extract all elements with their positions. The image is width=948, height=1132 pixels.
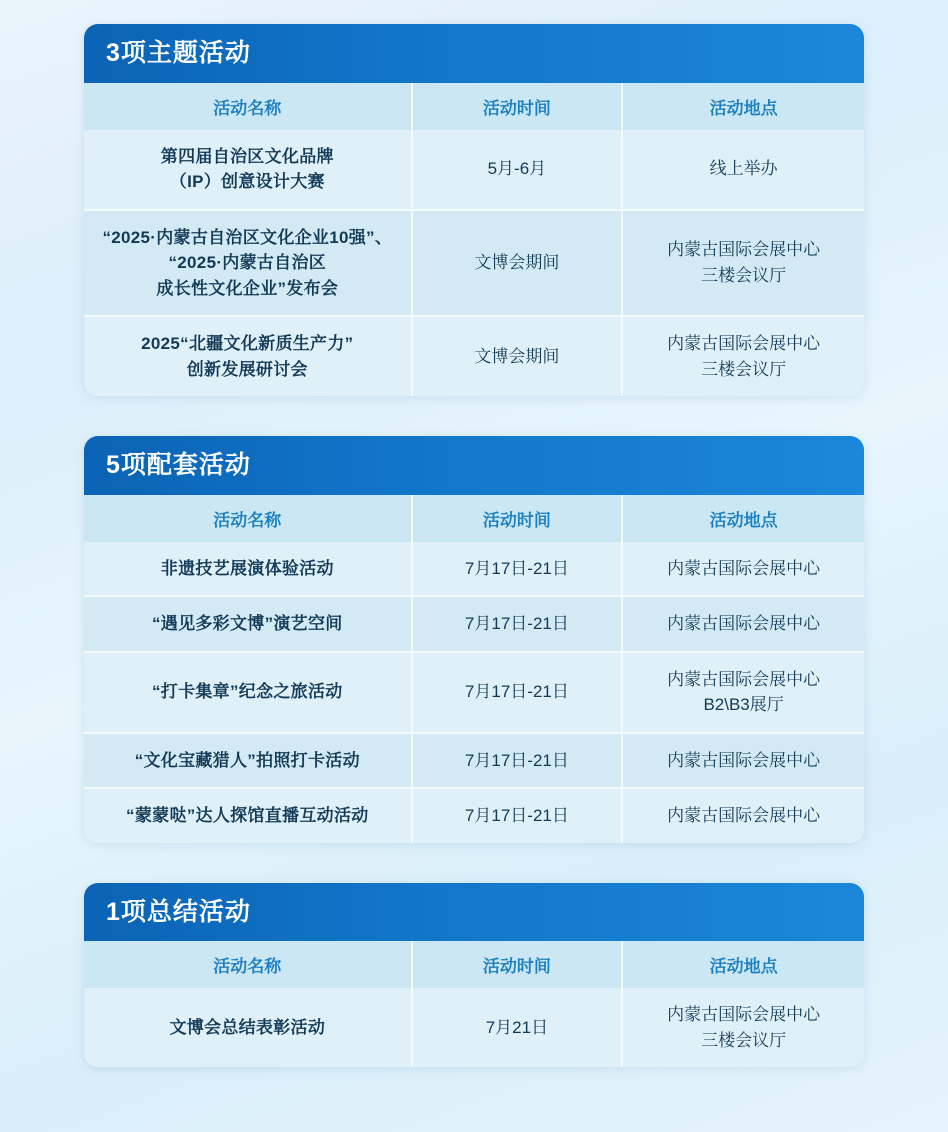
- text-line: B2\B3展厅: [703, 695, 784, 714]
- text-line: “2025·内蒙古自治区: [168, 253, 327, 272]
- text-line: 文博会期间: [474, 253, 560, 272]
- activity-name-cell: [84, 788, 412, 843]
- activity-place-cell: [622, 130, 864, 210]
- text-line: 内蒙古国际会展中心: [667, 240, 821, 260]
- activity-time-cell: [412, 988, 623, 1067]
- activity-section: [84, 436, 864, 843]
- table-header-row: [84, 941, 864, 988]
- text-line: 第四届自治区文化品牌: [160, 146, 334, 166]
- activity-place-cell: [622, 988, 864, 1067]
- activity-place-cell: [622, 542, 864, 597]
- activity-place-cell: [622, 210, 864, 317]
- activity-time-cell: [412, 210, 623, 317]
- activity-time-cell: [412, 652, 623, 733]
- activity-time-cell: [412, 316, 623, 396]
- section-title: 1项总结活动: [84, 883, 864, 942]
- column-header: 活动名称: [84, 495, 412, 542]
- text-line: 文博会期间: [474, 346, 560, 366]
- activity-place-cell: [622, 316, 864, 396]
- activity-time-cell: [412, 542, 623, 597]
- activity-name-cell: [84, 652, 412, 733]
- activity-time-cell: [412, 596, 623, 652]
- text-line: 7月17日-21日: [464, 558, 569, 578]
- text-line: “蒙蒙哒”达人探馆直播互动活动: [126, 806, 369, 825]
- text-line: 7月17日-21日: [464, 682, 569, 702]
- text-line: 内蒙古国际会展中心: [667, 558, 821, 578]
- text-line: 内蒙古国际会展中心: [667, 669, 821, 689]
- text-line: 创新发展研讨会: [186, 359, 308, 379]
- activity-time-cell: [412, 130, 623, 210]
- text-line: 7月21日: [485, 1017, 549, 1037]
- text-line: “2025·内蒙古自治区文化企业10强”、: [102, 227, 393, 247]
- activity-section: [84, 24, 864, 396]
- text-line: 三楼会议厅: [701, 265, 787, 285]
- text-line: 成长性文化企业”发布会: [156, 278, 339, 298]
- column-header: 活动名称: [84, 941, 412, 988]
- activity-place-cell: [622, 596, 864, 652]
- text-line: “遇见多彩文博”演艺空间: [151, 614, 343, 633]
- activity-time-cell: [412, 733, 623, 789]
- column-header: 活动时间: [412, 83, 623, 130]
- text-line: 三楼会议厅: [701, 359, 787, 379]
- table-row: [84, 652, 864, 733]
- column-header: 活动名称: [84, 83, 412, 130]
- table-row: [84, 316, 864, 396]
- text-line: 7月17日-21日: [464, 750, 569, 770]
- column-header: 活动地点: [622, 83, 864, 130]
- activity-place-cell: [622, 652, 864, 733]
- activity-name-cell: [84, 988, 412, 1067]
- table-row: [84, 596, 864, 652]
- activity-name-cell: [84, 733, 412, 789]
- activity-name-cell: [84, 316, 412, 396]
- section-title: 5项配套活动: [84, 436, 864, 495]
- sections-container: [84, 24, 864, 1067]
- text-line: 7月17日-21日: [464, 614, 569, 633]
- section-title: 3项主题活动: [84, 24, 864, 83]
- activity-place-cell: [622, 733, 864, 789]
- text-line: 三楼会议厅: [701, 1030, 787, 1050]
- text-line: 线上举办: [709, 159, 778, 179]
- activity-time-cell: [412, 788, 623, 843]
- text-line: 非遗技艺展演体验活动: [160, 558, 334, 578]
- column-header: 活动时间: [412, 495, 623, 542]
- table-header-row: [84, 83, 864, 130]
- activity-place-cell: [622, 788, 864, 843]
- text-line: 2025“北疆文化新质生产力”: [141, 334, 354, 353]
- column-header: 活动地点: [622, 495, 864, 542]
- table-row: [84, 210, 864, 317]
- column-header: 活动时间: [412, 941, 623, 988]
- text-line: “文化宝藏猎人”拍照打卡活动: [134, 750, 360, 770]
- activity-section: [84, 883, 864, 1068]
- activity-table: [84, 495, 864, 843]
- text-line: 内蒙古国际会展中心: [667, 1005, 821, 1024]
- table-header-row: [84, 495, 864, 542]
- table-row: [84, 542, 864, 597]
- activity-name-cell: [84, 130, 412, 210]
- table-row: [84, 988, 864, 1067]
- activity-name-cell: [84, 596, 412, 652]
- text-line: 文博会总结表彰活动: [169, 1017, 326, 1037]
- activity-table: [84, 83, 864, 397]
- table-row: [84, 733, 864, 789]
- activity-name-cell: [84, 210, 412, 317]
- text-line: 5月-6月: [487, 159, 547, 179]
- text-line: 内蒙古国际会展中心: [667, 334, 821, 353]
- text-line: 内蒙古国际会展中心: [667, 614, 821, 633]
- activity-table: [84, 941, 864, 1067]
- text-line: 内蒙古国际会展中心: [667, 806, 821, 825]
- text-line: 内蒙古国际会展中心: [667, 750, 821, 770]
- text-line: 7月17日-21日: [464, 806, 569, 825]
- activity-name-cell: [84, 542, 412, 597]
- column-header: 活动地点: [622, 941, 864, 988]
- table-row: [84, 130, 864, 210]
- table-row: [84, 788, 864, 843]
- text-line: “打卡集章”纪念之旅活动: [151, 682, 343, 702]
- text-line: （IP）创意设计大赛: [169, 172, 325, 191]
